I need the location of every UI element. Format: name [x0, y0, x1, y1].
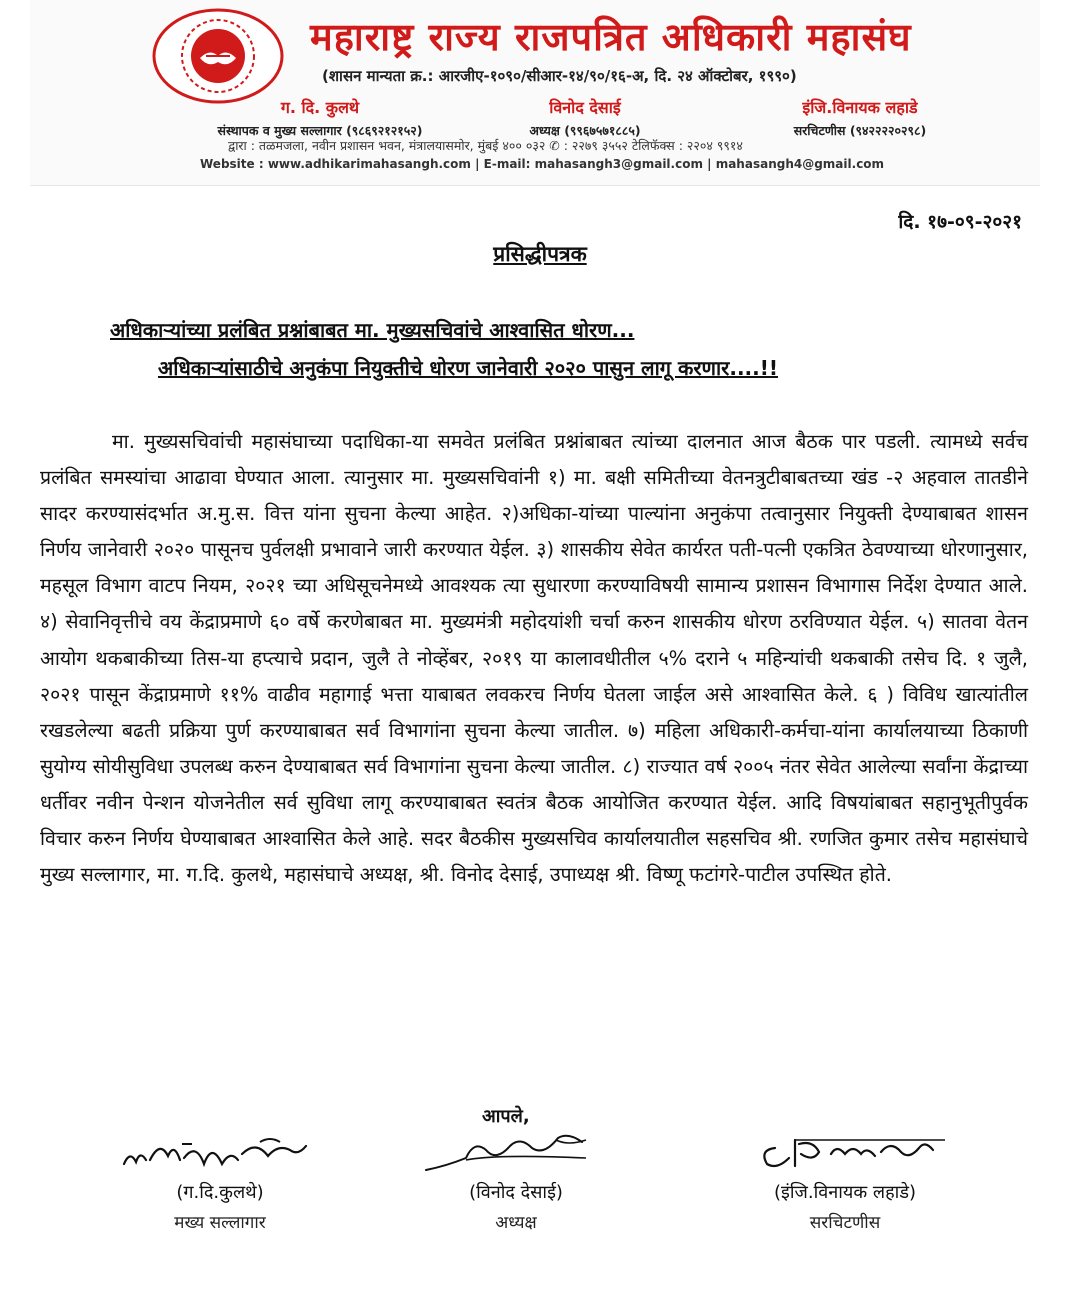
signatory-name: (ग.दि.कुलथे)	[176, 1182, 264, 1203]
official-role: सरचिटणीस (९४२२२२०२९८)	[793, 123, 927, 138]
government-recognition-line: (शासन मान्यता क्र.: आरजीए-१०९०/सीआर-१४/९०/१६-अ, दि. २४ ऑक्टोबर, १९९०)	[322, 67, 797, 85]
official-role: संस्थापक व मुख्य सल्लागार (९८६९२१२१५२)	[217, 123, 423, 138]
signatory-desai	[391, 1130, 641, 1233]
signature-image	[406, 1130, 626, 1176]
closing-salutation: आपले,	[482, 1106, 530, 1127]
organization-name: महाराष्ट्र राज्य राजपत्रित अधिकारी महासंघ	[310, 15, 912, 59]
headline-line-2: अधिकाऱ्यांसाठीचे अनुकंपा नियुक्तीचे धोरण जानेवारी २०२० पासुन लागू करणार....!!	[158, 356, 778, 380]
signatory-kulthe	[95, 1130, 345, 1233]
signatory-lahade	[720, 1130, 970, 1233]
official-name: इंजि.विनायक लहाडे	[802, 98, 918, 117]
official-role: अध्यक्ष (९९६७५७१८८५)	[529, 123, 641, 138]
signature-image	[735, 1130, 955, 1176]
official-general-secretary	[740, 96, 980, 139]
signatory-role: अध्यक्ष	[495, 1213, 537, 1233]
document-title: प्रसिद्धीपत्रक	[493, 242, 587, 266]
document-date: दि. १७-०९-२०२१	[898, 211, 1022, 233]
address-line: द्वारा : तळमजला, नवीन प्रशासन भवन, मंत्रालयासमोर, मुंबई ४०० ०३२ ✆ : २२७९ ३५५२ टेलिफॅक्स : २२०४ ९९१४	[228, 138, 743, 153]
headline-line-1: अधिकाऱ्यांच्या प्रलंबित प्रश्नांबाबत मा. मुख्यसचिवांचे आश्वासित धोरण...	[110, 318, 635, 342]
association-seal-logo	[148, 6, 288, 106]
official-president	[485, 96, 685, 139]
letterhead	[30, 0, 1040, 186]
signature-image	[110, 1130, 330, 1176]
signatory-name: (इंजि.विनायक लहाडे)	[774, 1182, 916, 1203]
press-release-body: मा. मुख्यसचिवांची महासंघाच्या पदाधिका-या समवेत प्रलंबित प्रश्नांबाबत त्यांच्या दालनात आज बैठक पार पडली. त्यामध्ये सर्वच प्रलंबित समस्यांचा आढावा घेण्यात आला. त्यानुसार मा. मुख्यसचिवांनी १) मा. बक्षी समितीच्या वेतनत्रुटीबाबतच्या खंड -२ अहवाल तातडीने सादर करण्यासंदर्भात अ.मु.स. वित्त यांना सुचना केल्या आहेत. २)अधिका-यांच्या पाल्यांना अनुकंपा तत्वानुसार नियुक्ती देण्याबाबत शासन निर्णय जानेवारी २०२० पासूनच पुर्वलक्षी प्रभावाने जारी करण्यात येईल. ३) शासकीय सेवेत कार्यरत पती-पत्नी एकत्रित ठेवण्याच्या धोरणानुसार, महसूल विभाग वाटप नियम, २०२१ च्या अधिसूचनेमध्ये आवश्यक त्या सुधारणा करण्याविषयी सामान्य प्रशासन विभागास निर्देश देण्यात आले. ४) सेवानिवृत्तीचे वय केंद्राप्रमाणे ६० वर्षे करणेबाबत मा. मुख्यमंत्री महोदयांशी चर्चा करुन शासकीय धोरण ठरविण्यात येईल. ५) सातवा वेतन आयोग थकबाकीच्या तिस-या हप्त्याचे प्रदान, जुलै ते नोव्हेंबर, २०१९ या कालावधीतील ५% दराने ५ महिन्यांची थकबाकी तसेच दि. १ जुलै, २०२१ पासून केंद्राप्रमाणे ११% वाढीव महागाई भत्ता याबाबत लवकरच निर्णय घेतला जाईल असे आश्वासित केले. ६ ) विविध खात्यांतील रखडलेल्या बढती प्रक्रिया पुर्ण करण्याबाबत सर्व विभागांना सुचना केल्या जातील. ७) महिला अधिकारी-कर्मचा-यांना कार्यालयाच्या ठिकाणी सुयोग्य सोयीसुविधा उपलब्ध करुन देण्याबाबत सर्व विभागांना सुचना केल्या जातील. ८) राज्यात वर्ष २००५ नंतर सेवेत आलेल्या सर्वांना केंद्राच्या धर्तीवर नवीन पेन्शन योजनेतील सर्व सुविधा लागू करण्याबाबत स्वतंत्र बैठक आयोजित करण्यात येईल. आदि विषयांबाबत सहानुभूतीपुर्वक विचार करुन निर्णय घेण्याबाबत आश्वासित केले आहे. सदर बैठकीस मुख्यसचिव कार्यालयातील सहसचिव श्री. रणजित कुमार तसेच महासंघाचे मुख्य सल्लागार, मा. ग.दि. कुलथे, महासंघाचे अध्यक्ष, श्री. विनोद देसाई, उपाध्यक्ष श्री. विष्णू फटांगरे-पाटील उपस्थित होते.	[40, 430, 1028, 887]
signatory-role: सरचिटणीस	[809, 1213, 881, 1233]
website-email-line: Website : www.adhikarimahasangh.com | E-mail: mahasangh3@gmail.com | mahasangh4@gmail.com	[200, 157, 885, 171]
signatory-role: मख्य सल्लागार	[174, 1213, 266, 1233]
official-name: विनोद देसाई	[549, 98, 621, 117]
official-name: ग. दि. कुलथे	[280, 98, 360, 117]
official-founder	[180, 96, 460, 139]
signatory-name: (विनोद देसाई)	[469, 1182, 563, 1203]
